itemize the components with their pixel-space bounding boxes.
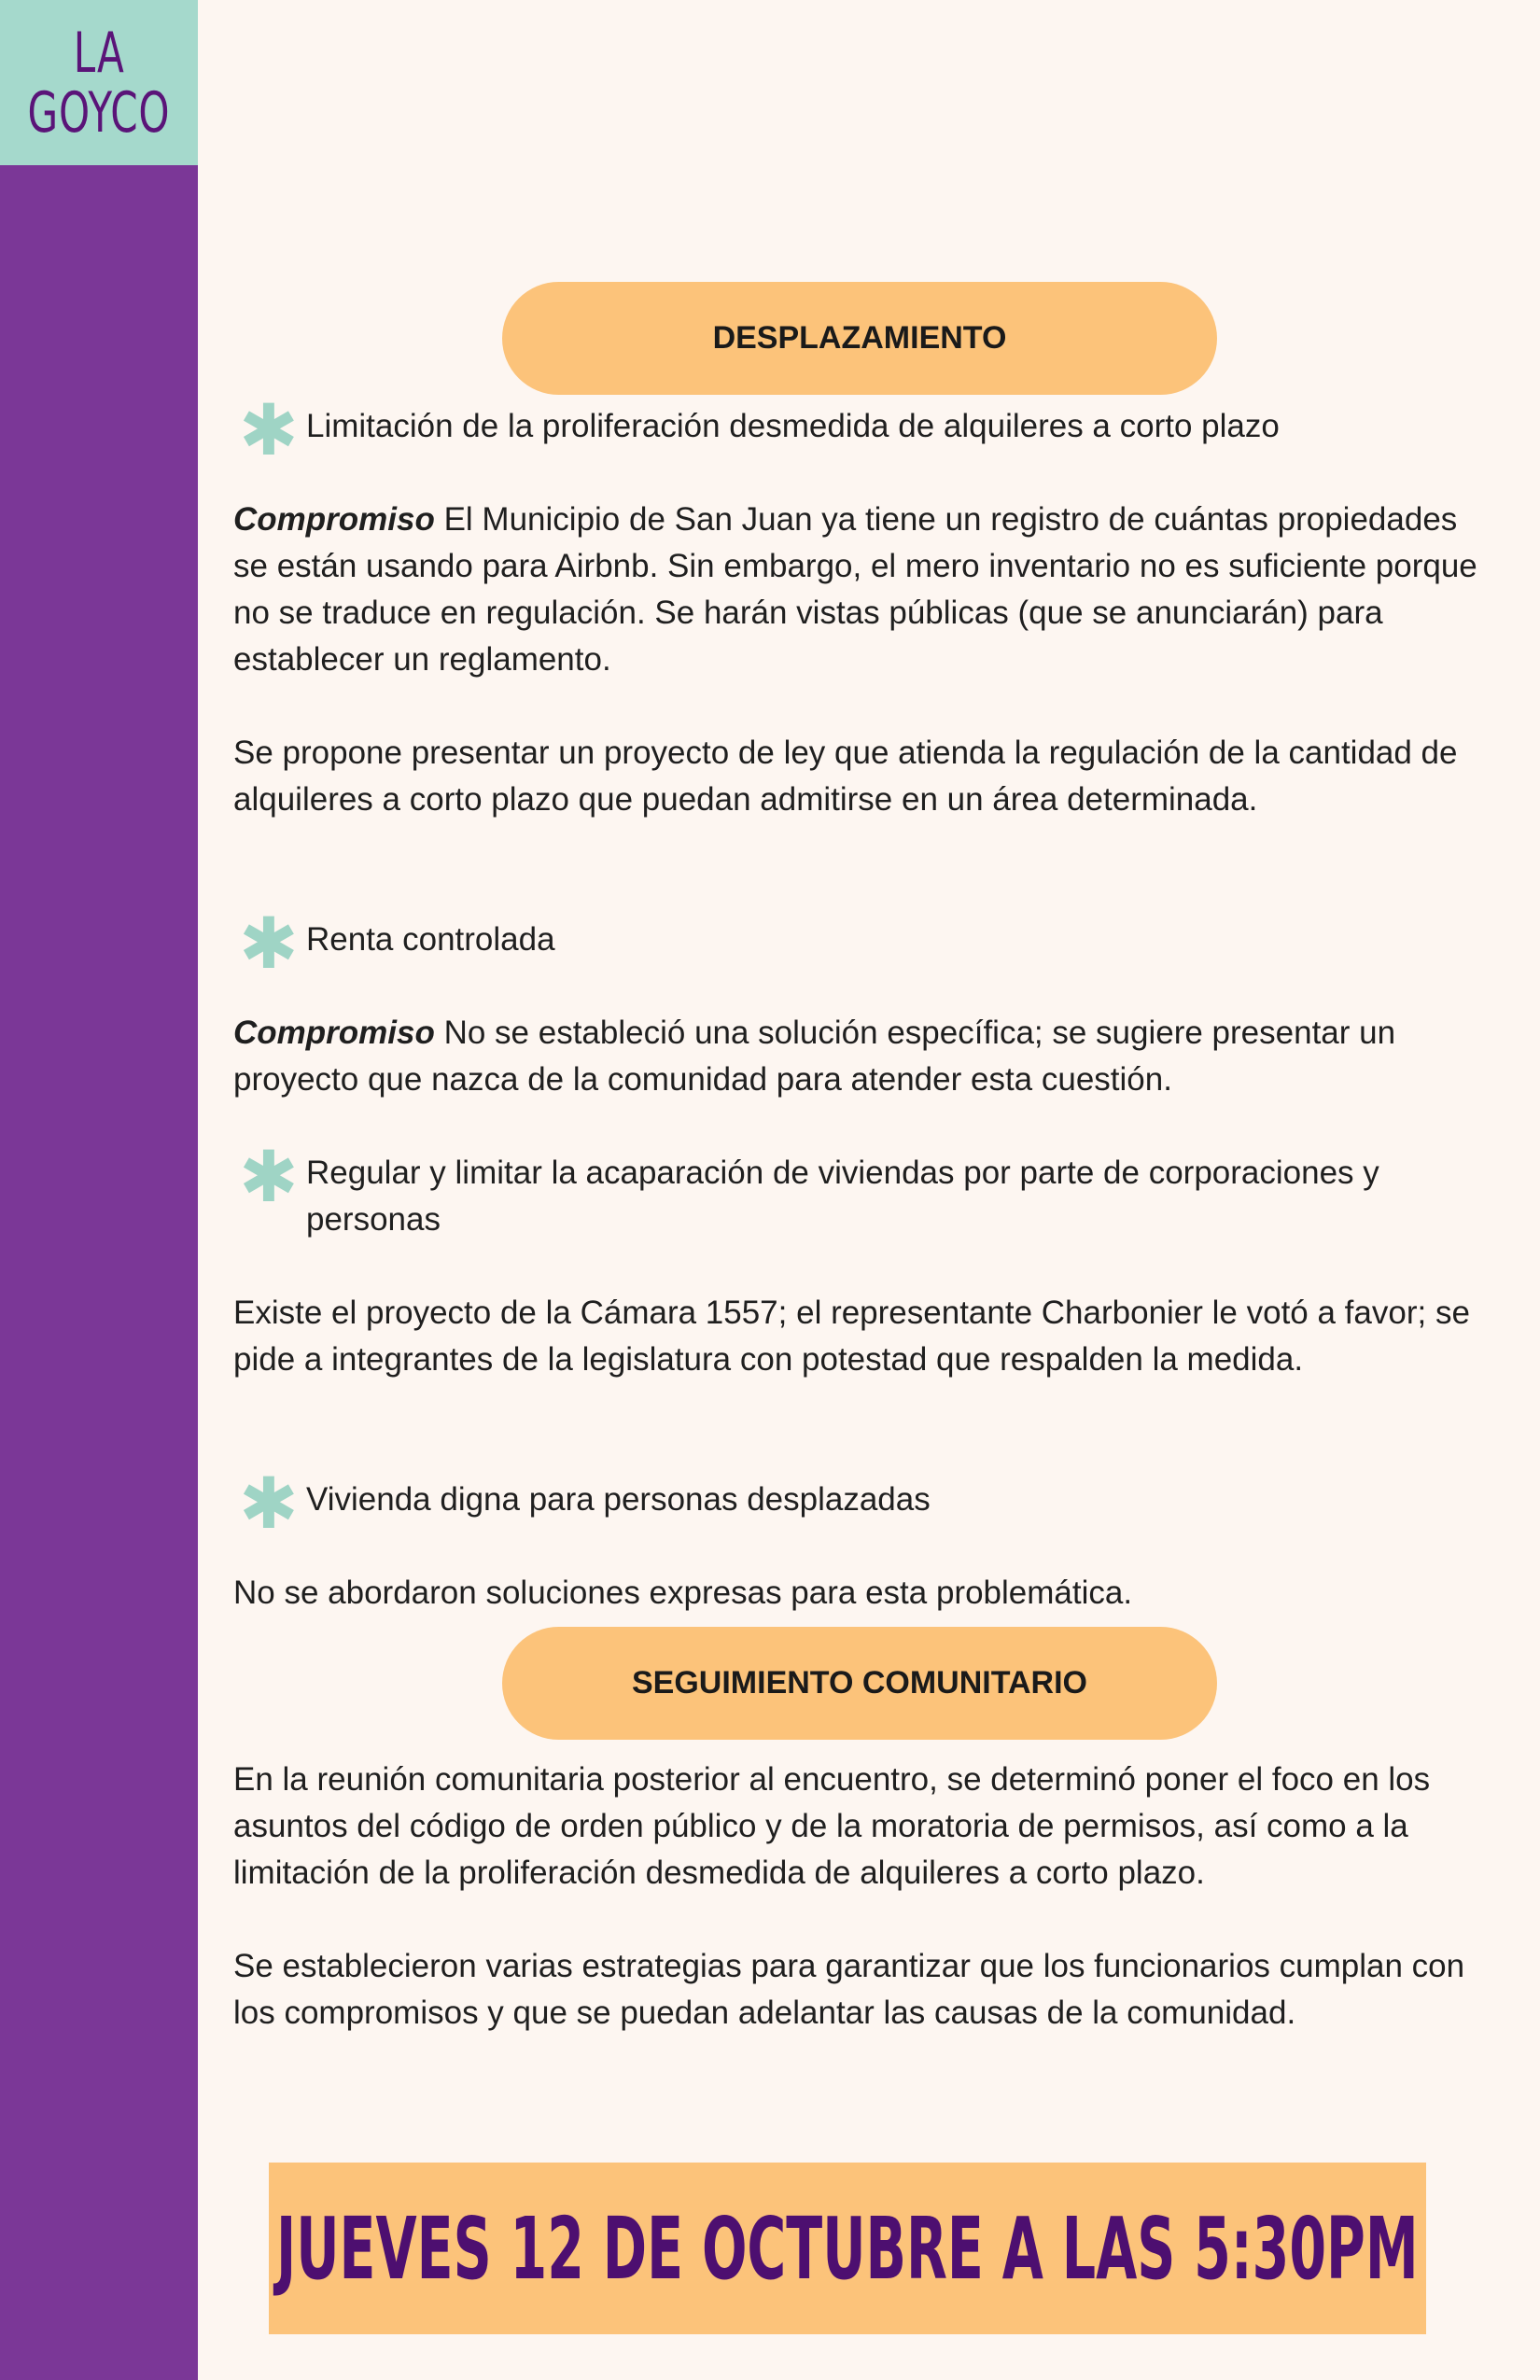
bullet-item: [233, 391, 1484, 470]
paragraph: Existe el proyecto de la Cámara 1557; el representante Charbonier le votó a favor; se pide a integrantes de la legislatura con potestad que respalden la medida.: [233, 1295, 1470, 1378]
bullet-text: Limitación de la proliferación desmedida de alquileres a corto plazo: [306, 408, 1280, 444]
logo: [0, 0, 198, 165]
bullet-item: [233, 904, 1484, 984]
paragraph: En la reunión comunitaria posterior al encuentro, se determinó poner el foco en los asuntos del código de orden público y de la moratoria de permisos, así como a la limitación de la proliferación desmedida de alquileres a corto plazo.: [233, 1761, 1431, 1891]
paragraph: No se abordaron soluciones expresas para esta problemática.: [233, 1575, 1133, 1611]
paragraph: [233, 1010, 1484, 1103]
sidebar: [0, 0, 198, 2380]
logo-line-1: LA: [73, 20, 125, 86]
paragraph: Se establecieron varias estrategias para garantizar que los funcionarios cumplan con los compromisos y que se puedan adelantar las causas de la comunidad.: [233, 1948, 1465, 2031]
compromiso-label: Compromiso: [233, 1015, 435, 1051]
bullet-text: Regular y limitar la acaparación de viviendas por parte de corporaciones y personas: [306, 1155, 1379, 1238]
bullet-item: [233, 1464, 1484, 1544]
section-heading-seguimiento: SEGUIMIENTO COMUNITARIO: [502, 1627, 1217, 1740]
bullet-item: [233, 1138, 1484, 1243]
logo-line-2: GOYCO: [27, 79, 171, 146]
paragraph-text: El Municipio de San Juan ya tiene un registro de cuántas propiedades se están usando para Airbnb. Sin embargo, el mero inventario no es suficiente porque no se traduce en regulación. Se harán vistas públicas (que se anunciarán) para establecer un reglamento.: [233, 501, 1477, 678]
asterisk-icon: ✱: [239, 1138, 299, 1217]
asterisk-icon: ✱: [239, 1464, 299, 1544]
bullet-text: Vivienda digna para personas desplazadas: [306, 1481, 931, 1518]
paragraph: Se propone presentar un proyecto de ley que atienda la regulación de la cantidad de alquileres a corto plazo que puedan admitirse en un área determinada.: [233, 735, 1458, 818]
event-banner: [269, 2163, 1426, 2334]
section-heading-desplazamiento: DESPLAZAMIENTO: [502, 282, 1217, 395]
paragraph: [233, 497, 1484, 683]
asterisk-icon: ✱: [239, 391, 299, 470]
paragraph-text: No se estableció una solución específica; se sugiere presentar un proyecto que nazca de la comunidad para atender esta cuestión.: [233, 1015, 1396, 1098]
event-date-text: JUEVES 12 DE OCTUBRE A LAS 5:30PM: [276, 2198, 1419, 2299]
asterisk-icon: ✱: [239, 904, 299, 984]
bullet-text: Renta controlada: [306, 921, 555, 958]
compromiso-label: Compromiso: [233, 501, 435, 538]
